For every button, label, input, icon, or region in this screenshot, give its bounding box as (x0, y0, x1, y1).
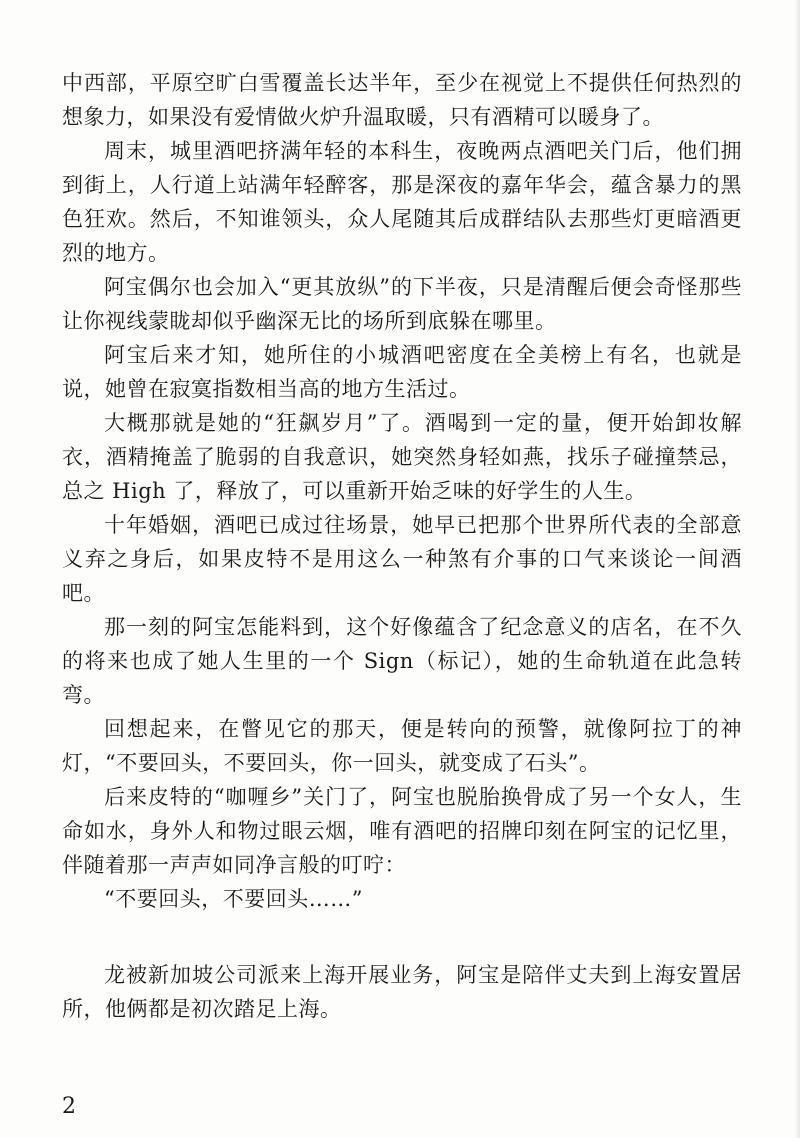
paragraph-8: 回想起来，在瞥见它的那天，便是转向的预警，就像阿拉丁的神灯，“不要回头，不要回头，你一回头，就变成了石头”。 (62, 717, 742, 775)
section-break (62, 916, 742, 958)
page-number: 2 (62, 1094, 76, 1119)
paragraph-2: 周末，城里酒吧挤满年轻的本科生，夜晚两点酒吧关门后，他们拥到街上，人行道上站满年轻醉客，那是深夜的嘉年华会，蕴含暴力的黑色狂欢。然后，不知谁领头，众人尾随其后成群结队去那些灯更暗酒更烈的地方。 (62, 139, 742, 265)
paragraph-3: 阿宝偶尔也会加入“更其放纵”的下半夜，只是清醒后便会奇怪那些让你视线蒙眬却似乎幽深无比的场所到底躲在哪里。 (62, 275, 742, 333)
paragraph-1: 中西部，平原空旷白雪覆盖长达半年，至少在视觉上不提供任何热烈的想象力，如果没有爱情做火炉升温取暖，只有酒精可以暖身了。 (62, 71, 742, 129)
paragraph-10: “不要回头，不要回头……” (104, 887, 363, 911)
paragraph-9: 后来皮特的“咖喱乡”关门了，阿宝也脱胎换骨成了另一个女人，生命如水，身外人和物过眼云烟，唯有酒吧的招牌印刻在阿宝的记忆里，伴随着那一声声如同净言般的叮咛： (62, 785, 742, 877)
body-text (62, 66, 742, 1026)
paragraph-5: 大概那就是她的“狂飙岁月”了。酒喝到一定的量，便开始卸妆解衣，酒精掩盖了脆弱的自我意识，她突然身轻如燕，找乐子碰撞禁忌，总之 High 了，释放了，可以重新开始乏味的好学生的人生。 (62, 411, 742, 503)
paragraph-4: 阿宝后来才知，她所住的小城酒吧密度在全美榜上有名，也就是说，她曾在寂寞指数相当高的地方生活过。 (62, 343, 742, 401)
paragraph-11: 龙被新加坡公司派来上海开展业务，阿宝是陪伴丈夫到上海安置居所，他俩都是初次踏足上海。 (62, 963, 742, 1021)
page-edge-shadow (794, 0, 800, 1138)
paragraph-7: 那一刻的阿宝怎能料到，这个好像蕴含了纪念意义的店名，在不久的将来也成了她人生里的一个 Sign（标记），她的生命轨道在此急转弯。 (62, 615, 742, 707)
paragraph-6: 十年婚姻，酒吧已成过往场景，她早已把那个世界所代表的全部意义弃之身后，如果皮特不是用这么一种煞有介事的口气来谈论一间酒吧。 (62, 513, 742, 605)
